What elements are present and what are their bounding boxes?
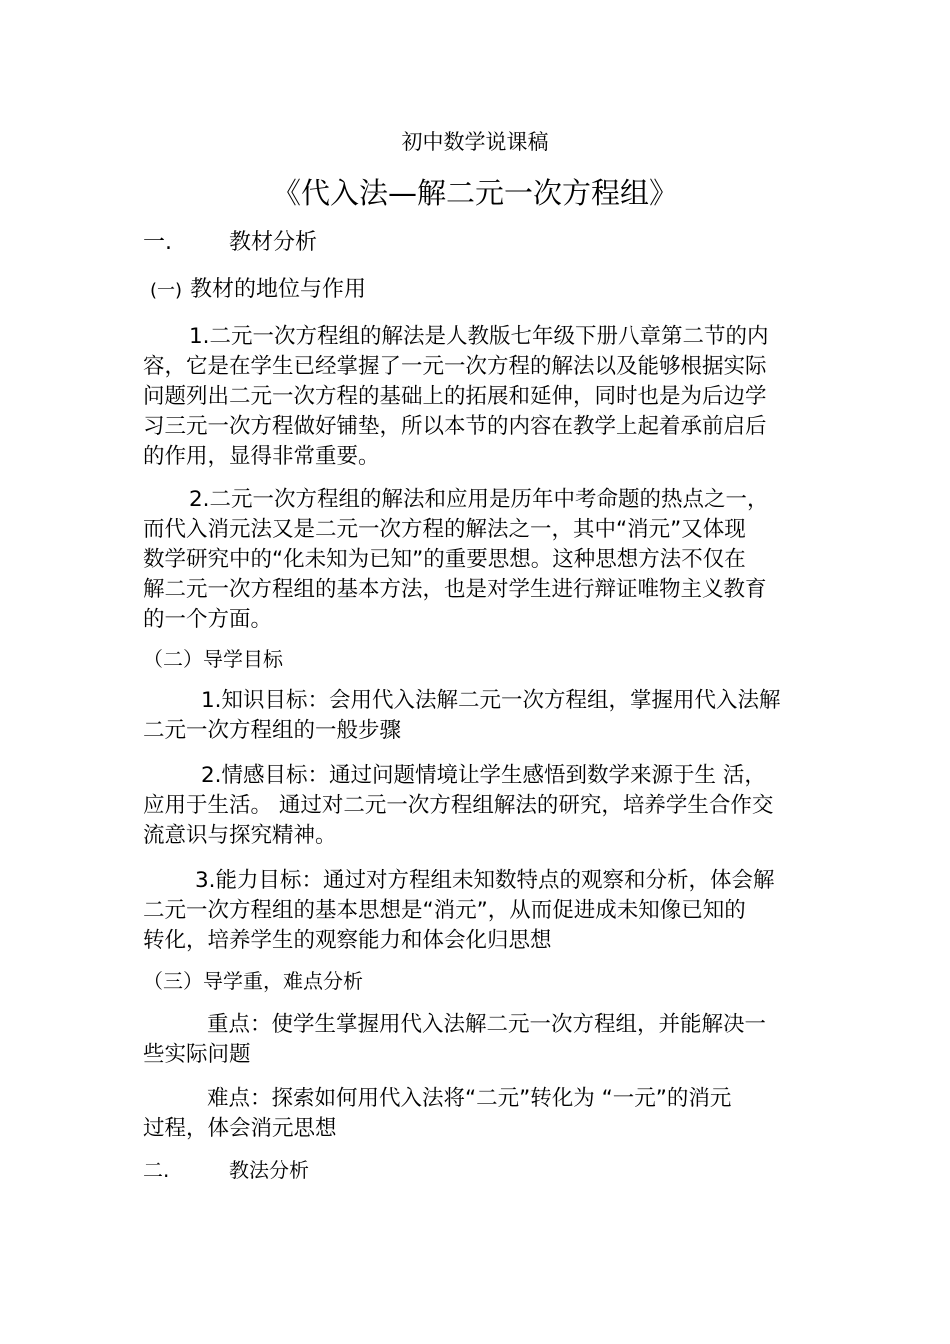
paragraph-line: 些实际问题 (143, 1042, 251, 1067)
paragraph-line: 2.情感目标：通过问题情境让学生感悟到数学来源于生 活， (201, 763, 766, 788)
paragraph-line: 应用于生活。 通过对二元一次方程组解法的研究，培养学生合作交 (143, 793, 774, 818)
paragraph-line: 二元一次方程组的基本思想是“消元”，从而促进成未知像已知的 (143, 898, 746, 923)
paragraph-line: 3.能力目标：通过对方程组未知数特点的观察和分析，体会解 (195, 868, 775, 893)
paragraph-2 (143, 485, 803, 635)
section-title: 教材分析 (229, 230, 318, 255)
paragraph-line: 1.二元一次方程组的解法是人教版七年级下册八章第二节的内 (189, 324, 769, 349)
subsection-heading-3: （三）导学重，难点分析 (143, 969, 363, 993)
paragraph-line: 的一个方面。 (143, 607, 273, 632)
paragraph-line: 2.二元一次方程组的解法和应用是历年中考命题的热点之一， (189, 487, 769, 512)
section-number: 二. (143, 1158, 170, 1182)
section-number: 一. (143, 230, 172, 255)
paragraph-line: 转化，培养学生的观察能力和体会化归思想 (143, 928, 552, 953)
paragraph-line: 流意识与探究精神。 (143, 823, 337, 848)
paragraph-line: 习三元一次方程做好铺垫，所以本节的内容在教学上起着承前启后 (143, 414, 767, 439)
paragraph-line: 难点：探索如何用代入法将“二元”转化为 “一元”的消元 (207, 1086, 732, 1111)
section-title: 教法分析 (229, 1158, 309, 1182)
section-heading-2 (143, 1155, 309, 1185)
paragraph-line: 数学研究中的“化未知为已知”的重要思想。这种思想方法不仅在 (143, 547, 746, 572)
paragraph-4 (143, 761, 803, 851)
subsection-heading-1 (150, 276, 366, 305)
paragraph-line: 问题列出二元一次方程的基础上的拓展和延伸，同时也是为后边学 (143, 384, 767, 409)
document-subtitle: 《代入法—解二元一次方程组》 (271, 176, 678, 210)
paragraph-line: 1.知识目标：会用代入法解二元一次方程组，掌握用代入法解 (201, 688, 781, 713)
paragraph-line: 二元一次方程组的一般步骤 (143, 718, 402, 743)
subsection-label: (一) (150, 280, 183, 301)
subsection-heading-2: （二）导学目标 (143, 647, 283, 671)
paragraph-line: 的作用，显得非常重要。 (143, 444, 380, 469)
section-heading-1 (143, 228, 317, 258)
paragraph-7 (143, 1084, 803, 1144)
subsection-title: 教材的地位与作用 (190, 277, 367, 302)
paragraph-line: 过程，体会消元思想 (143, 1116, 337, 1141)
paragraph-line: 解二元一次方程组的基本方法，也是对学生进行辩证唯物主义教育 (143, 577, 767, 602)
paragraph-1 (143, 322, 803, 472)
paragraph-3 (143, 686, 803, 746)
paragraph-line: 重点：使学生掌握用代入法解二元一次方程组，并能解决一 (207, 1012, 767, 1037)
document-title: 初中数学说课稿 (401, 130, 549, 154)
paragraph-5 (143, 866, 803, 956)
paragraph-line: 而代入消元法又是二元一次方程的解法之一，其中“消元”又体现 (143, 517, 746, 542)
paragraph-line: 容，它是在学生已经掌握了一元一次方程的解法以及能够根据实际 (143, 354, 767, 379)
paragraph-6 (143, 1010, 803, 1070)
